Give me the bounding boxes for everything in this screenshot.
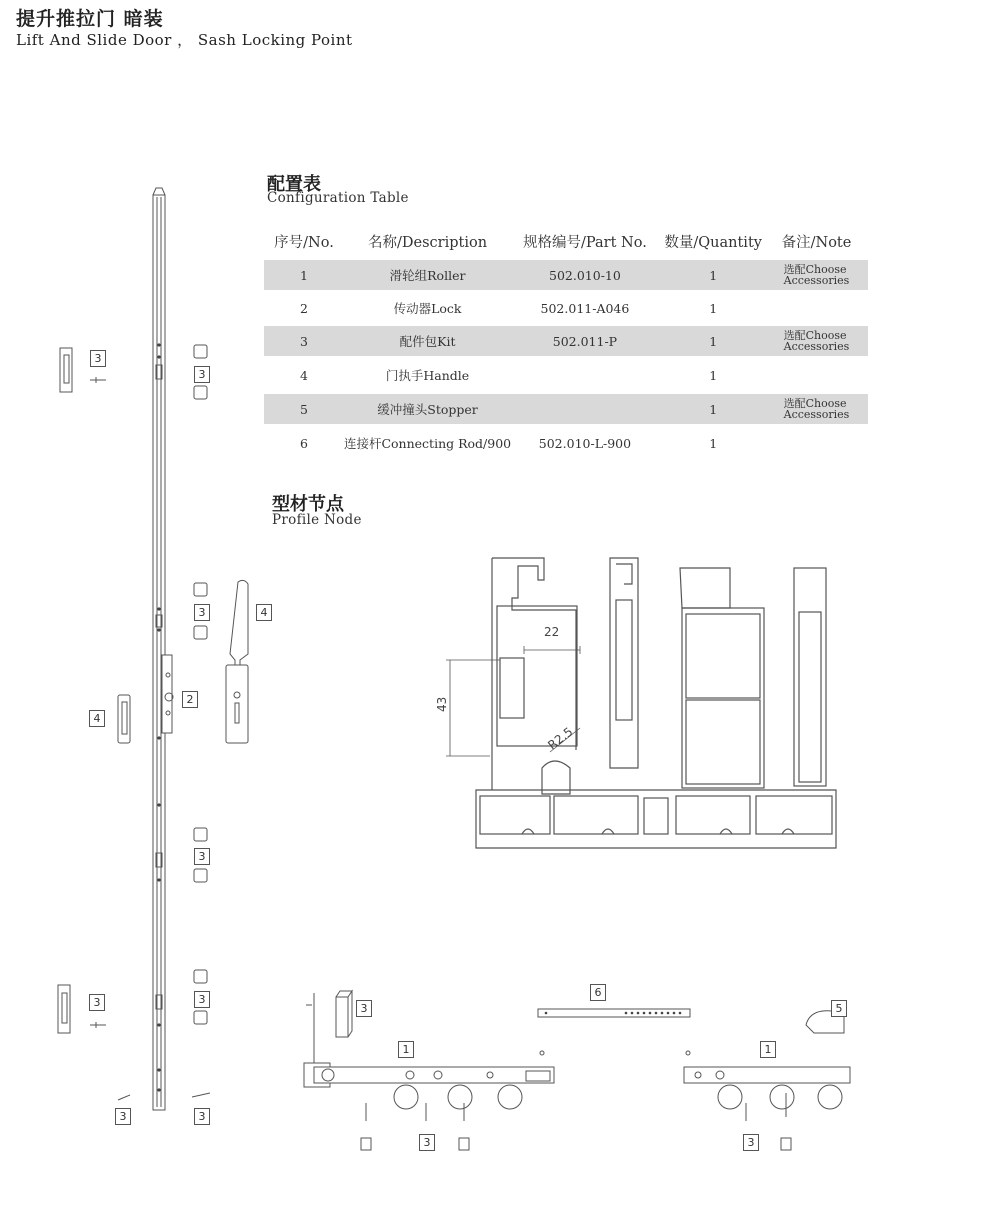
cell-note (768, 424, 868, 462)
cell-note (768, 356, 868, 394)
callout-2: 2 (182, 691, 198, 708)
note-line-1: 选配Choose (783, 397, 847, 410)
profile-subtitle: Profile Node (272, 512, 362, 528)
table-row (264, 424, 868, 462)
cell-quantity: 1 (709, 435, 718, 451)
cell-quantity: 1 (659, 260, 768, 290)
table-row (264, 326, 868, 356)
config-title: 配置表 (267, 174, 321, 195)
note-line-2: Accessories (783, 274, 850, 287)
callout-1: 1 (398, 1041, 414, 1058)
striker-plate-top (60, 348, 72, 392)
cell-quantity: 1 (659, 326, 768, 356)
table-row (264, 290, 868, 326)
cell-description: 缓冲撞头Stopper (344, 394, 511, 424)
callout-3: 3 (743, 1134, 759, 1151)
configuration-table (264, 226, 868, 462)
handle-inner (118, 695, 130, 743)
table-row (264, 394, 868, 424)
table-header-row (264, 226, 868, 256)
roller-wheel (394, 1085, 418, 1109)
cell-no: 1 (264, 260, 344, 290)
dimension-radius-label: R2.5 (545, 724, 576, 753)
cell-quantity: 1 (709, 367, 718, 383)
cell-note (768, 290, 868, 326)
profile-node-drawing (430, 550, 840, 850)
callout-3: 3 (194, 848, 210, 865)
roller-bar-right (684, 1067, 850, 1083)
callout-3: 3 (194, 366, 210, 383)
cell-description: 连接杆Connecting Rod/900 (343, 436, 512, 451)
middle-frame-profile (610, 558, 638, 768)
cell-description: 门执手Handle (385, 368, 470, 383)
note-line-1: 选配Choose (783, 263, 847, 276)
cell-no: 6 (300, 435, 308, 451)
col-header-part-no: 规格编号/Part No. (523, 234, 647, 251)
roller-wheel (498, 1085, 522, 1109)
table-row (264, 260, 868, 290)
callout-3: 3 (194, 604, 210, 621)
cell-part-no: 502.011-P (511, 326, 659, 356)
roller-wheel (448, 1085, 472, 1109)
cell-part-no (511, 356, 659, 394)
cell-note (768, 260, 868, 290)
left-sash-profile (492, 558, 576, 753)
note-line-2: Accessories (783, 340, 850, 353)
col-header-quantity: 数量/Quantity (664, 234, 762, 251)
callout-1: 1 (760, 1041, 776, 1058)
cell-note (768, 326, 868, 356)
bottom-track-profile (476, 790, 836, 848)
lock-strip-drawing (40, 185, 290, 1130)
kit-block-shape (336, 991, 352, 1037)
striker-plate-bottom (58, 985, 70, 1033)
config-subtitle: Configuration Table (267, 190, 409, 206)
cell-description: 传动器Lock (393, 301, 462, 316)
connecting-rod-shape (153, 195, 165, 1110)
dimension-height-label: 43 (435, 696, 449, 712)
cell-part-no: 502.010-L-900 (538, 435, 632, 451)
handle-outer (226, 580, 248, 743)
dimension-width-label: 22 (544, 625, 560, 639)
cell-description: 配件包Kit (344, 326, 511, 356)
profile-title: 型材节点 (272, 494, 344, 515)
roller-assembly-drawing (300, 985, 860, 1155)
cell-no: 4 (300, 367, 308, 383)
roller-wheel (718, 1085, 742, 1109)
cell-quantity: 1 (709, 300, 718, 316)
note-line-1: 选配Choose (783, 329, 847, 342)
cell-no: 5 (264, 394, 344, 424)
callout-4: 4 (256, 604, 272, 621)
cell-note (768, 394, 868, 424)
cell-description: 滑轮组Roller (344, 260, 511, 290)
roller-wheel (818, 1085, 842, 1109)
col-header-no: 序号/No. (274, 234, 334, 251)
right-sash-profile (680, 568, 730, 608)
page-title: 提升推拉门 暗装 (16, 8, 164, 30)
note-line-2: Accessories (783, 408, 850, 421)
callout-3: 3 (419, 1134, 435, 1151)
callout-4: 4 (89, 710, 105, 727)
cell-part-no: 502.010-10 (511, 260, 659, 290)
cell-no: 3 (264, 326, 344, 356)
cell-part-no (511, 394, 659, 424)
callout-3: 3 (356, 1000, 372, 1017)
table-row (264, 356, 868, 394)
callout-3: 3 (194, 991, 210, 1008)
callout-3: 3 (194, 1108, 210, 1125)
callout-3: 3 (115, 1108, 131, 1125)
roller-wheel (770, 1085, 794, 1109)
callout-3: 3 (89, 994, 105, 1011)
col-header-note: 备注/Note (781, 234, 852, 251)
callout-6: 6 (590, 984, 606, 1001)
cell-no: 2 (300, 300, 308, 316)
cell-quantity: 1 (659, 394, 768, 424)
cell-part-no: 502.011-A046 (540, 300, 630, 316)
col-header-description: 名称/Description (368, 234, 488, 251)
page-subtitle: Lift And Slide Door ， Sash Locking Point (16, 31, 353, 49)
callout-5: 5 (831, 1000, 847, 1017)
callout-3: 3 (90, 350, 106, 367)
